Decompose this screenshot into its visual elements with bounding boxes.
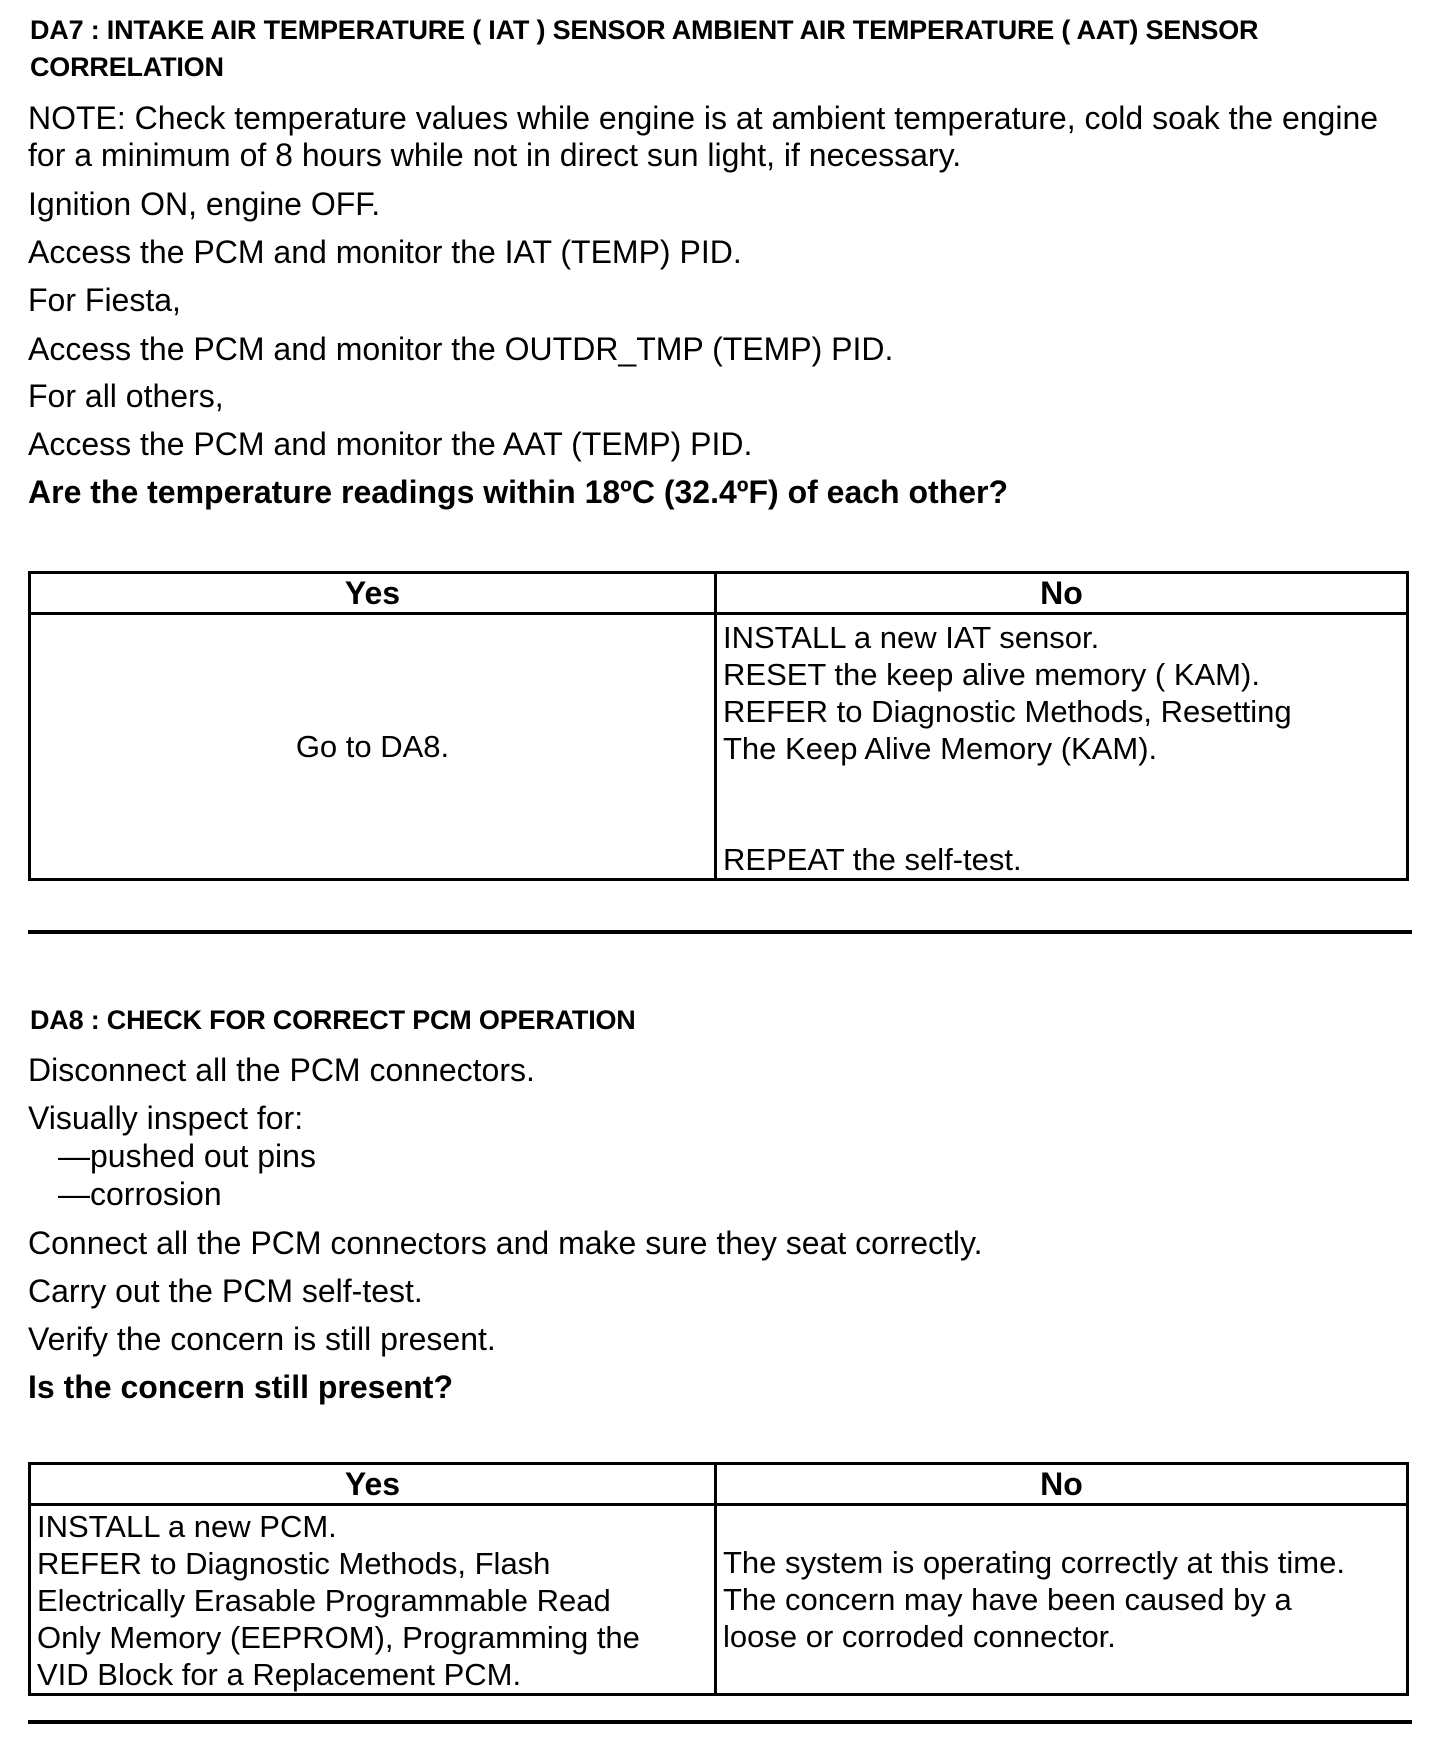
da8-result-table bbox=[28, 1462, 1409, 1696]
yes-header: Yes bbox=[30, 1464, 716, 1505]
table-row bbox=[30, 614, 1408, 880]
table-row bbox=[30, 1505, 1408, 1695]
da8-step: Visually inspect for: bbox=[28, 1100, 304, 1136]
yes-cell-text: Go to DA8. bbox=[295, 729, 450, 764]
da7-step: For all others, bbox=[28, 378, 224, 414]
da7-heading-line2: CORRELATION bbox=[30, 52, 224, 82]
da7-step: For Fiesta, bbox=[28, 282, 181, 318]
no-header: No bbox=[716, 573, 1408, 614]
da8-step: Connect all the PCM connectors and make sure they seat correctly. bbox=[28, 1225, 983, 1261]
yes-cell-line: REFER to Diagnostic Methods, Flash bbox=[37, 1546, 551, 1581]
yes-cell-line: INSTALL a new PCM. bbox=[37, 1509, 337, 1544]
da7-step: Access the PCM and monitor the IAT (TEMP) PID. bbox=[28, 234, 742, 270]
no-cell-line: The system is operating correctly at this time. bbox=[723, 1545, 1345, 1580]
da7-result-table bbox=[28, 571, 1409, 881]
no-cell-line: REFER to Diagnostic Methods, Resetting bbox=[723, 694, 1292, 729]
yes-cell-line: VID Block for a Replacement PCM. bbox=[37, 1657, 522, 1692]
yes-cell bbox=[30, 614, 716, 880]
da8-bullet: —corrosion bbox=[58, 1176, 222, 1212]
no-cell bbox=[716, 614, 1408, 880]
da7-step: Access the PCM and monitor the AAT (TEMP) PID. bbox=[28, 426, 753, 462]
da8-question: Is the concern still present? bbox=[28, 1369, 453, 1405]
no-cell-line: INSTALL a new IAT sensor. bbox=[723, 620, 1100, 655]
section-divider bbox=[28, 1720, 1412, 1724]
cell-spacer bbox=[723, 767, 1400, 841]
da7-heading-line1: DA7 : INTAKE AIR TEMPERATURE ( IAT ) SENSOR AMBIENT AIR TEMPERATURE ( AAT) SENSOR bbox=[30, 15, 1259, 45]
no-cell bbox=[716, 1505, 1408, 1695]
da7-note: NOTE: Check temperature values while engine is at ambient temperature, cold soak the engine for a minimum of 8 hours while not in direct sun light, if necessary. bbox=[28, 100, 1379, 173]
da8-bullet: —pushed out pins bbox=[58, 1138, 316, 1174]
section-divider bbox=[28, 930, 1412, 934]
da8-step: Disconnect all the PCM connectors. bbox=[28, 1052, 535, 1088]
yes-cell bbox=[30, 1505, 716, 1695]
yes-cell-line: Electrically Erasable Programmable Read bbox=[37, 1583, 611, 1618]
table-header-row bbox=[30, 1464, 1408, 1505]
no-cell-line: loose or corroded connector. bbox=[723, 1619, 1116, 1654]
da8-heading: DA8 : CHECK FOR CORRECT PCM OPERATION bbox=[30, 1005, 636, 1035]
no-cell-line: The Keep Alive Memory (KAM). bbox=[723, 731, 1158, 766]
yes-header: Yes bbox=[30, 573, 716, 614]
da7-step: Access the PCM and monitor the OUTDR_TMP (TEMP) PID. bbox=[28, 331, 894, 367]
da7-step: Ignition ON, engine OFF. bbox=[28, 186, 381, 222]
da8-step: Carry out the PCM self-test. bbox=[28, 1273, 423, 1309]
table-header-row bbox=[30, 573, 1408, 614]
no-header: No bbox=[716, 1464, 1408, 1505]
no-cell-line: REPEAT the self-test. bbox=[723, 842, 1022, 877]
no-cell-line: RESET the keep alive memory ( KAM). bbox=[723, 657, 1260, 692]
yes-cell-line: Only Memory (EEPROM), Programming the bbox=[37, 1620, 640, 1655]
no-cell-line: The concern may have been caused by a bbox=[723, 1582, 1292, 1617]
da7-question: Are the temperature readings within 18ºC (32.4ºF) of each other? bbox=[28, 474, 1009, 510]
da8-step: Verify the concern is still present. bbox=[28, 1321, 496, 1357]
